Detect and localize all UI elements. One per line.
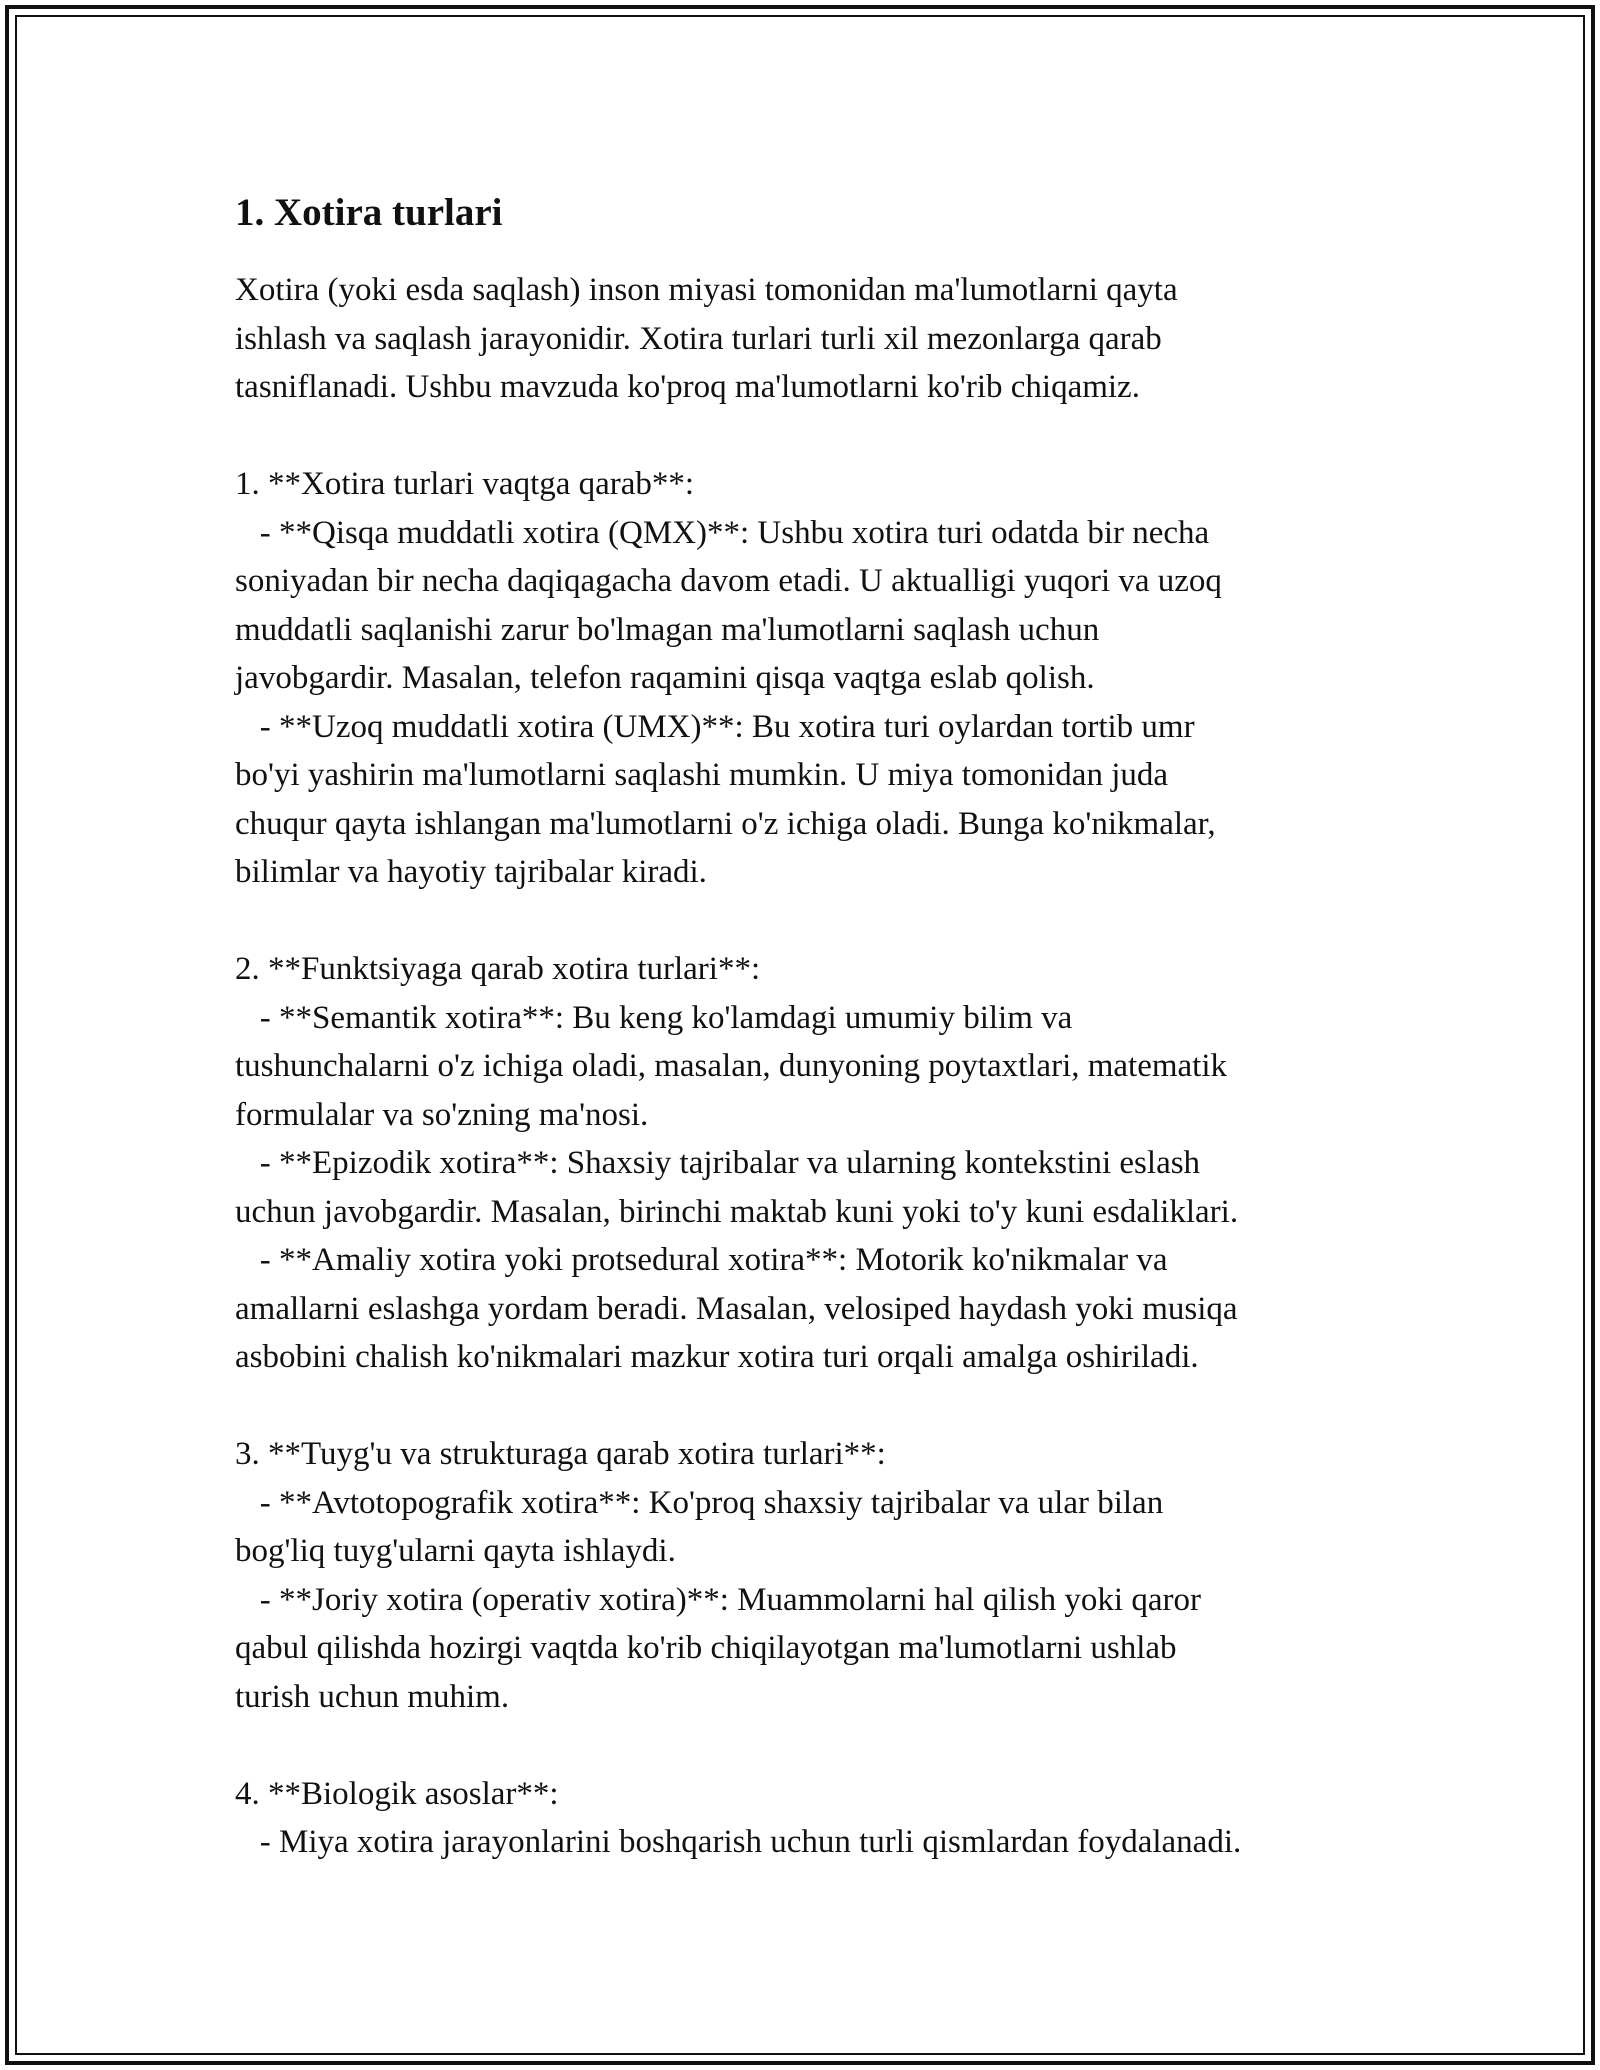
document-body: Xotira (yoki esda saqlash) inson miyasi tomonidan ma'lumotlarni qayta ishlash va saqlash jarayonidir. Xotira turlari turli xil mezonlarga qarab tasniflanadi. Ushbu mavzuda ko'proq ma'lumotlarni ko'rib chiqamiz. 1. **Xotira turlari vaqtga qarab**: - **Qisqa muddatli xotira (QMX)**: Ushbu xotira turi odatda bir necha soniyadan bir necha daqiqagacha davom etadi. U aktualligi yuqori va uzoq muddatli saqlanishi zarur bo'lmagan ma'lumotlarni saqlash uchun javobgardir. Masalan, telefon raqamini qisqa vaqtga eslab qolish. - **Uzoq muddatli xotira (UMX)**: Bu xotira turi oylardan tortib umr bo'yi yashirin ma'lumotlarni saqlashi mumkin. U miya tomonidan juda chuqur qayta ishlangan ma'lumotlarni o'z ichiga oladi. Bunga ko'nikmalar, bilimlar va hayotiy tajribalar kiradi. 2. **Funktsiyaga qarab xotira turlari**: - **Semantik xotira**: Bu keng ko'lamdagi umumiy bilim va tushunchalarni o'z ichiga oladi, masalan, dunyoning poytaxtlari, matematik formulalar va so'zning ma'nosi. - **Epizodik xotira**: Shaxsiy tajribalar va ularning kontekstini eslash uchun javobgardir. Masalan, birinchi maktab kuni yoki to'y kuni esdaliklari. - **Amaliy xotira yoki protsedural xotira**: Motorik ko'nikmalar va amallarni eslashga yordam beradi. Masalan, velosiped haydash yoki musiqa asbobini chalish ko'nikmalari mazkur xotira turi orqali amalga oshiriladi. 3. **Tuyg'u va strukturaga qarab xotira turlari**: - **Avtotopografik xotira**: Ko'proq shaxsiy tajribalar va ular bilan bog'liq tuyg'ularni qayta ishlaydi. - **Joriy xotira (operativ xotira)**: Muammolarni hal qilish yoki qaror qabul qilishda hozirgi vaqtda ko'rib chiqilayotgan ma'lumotlarni ushlab turish uchun muhim. 4. **Biologik asoslar**: - Miya xotira jarayonlarini boshqarish uchun turli qismlardan foydalanadi.: [235, 272, 1242, 1860]
document-content: [235, 186, 1385, 1867]
document-title: 1. Xotira turlari: [235, 191, 503, 234]
